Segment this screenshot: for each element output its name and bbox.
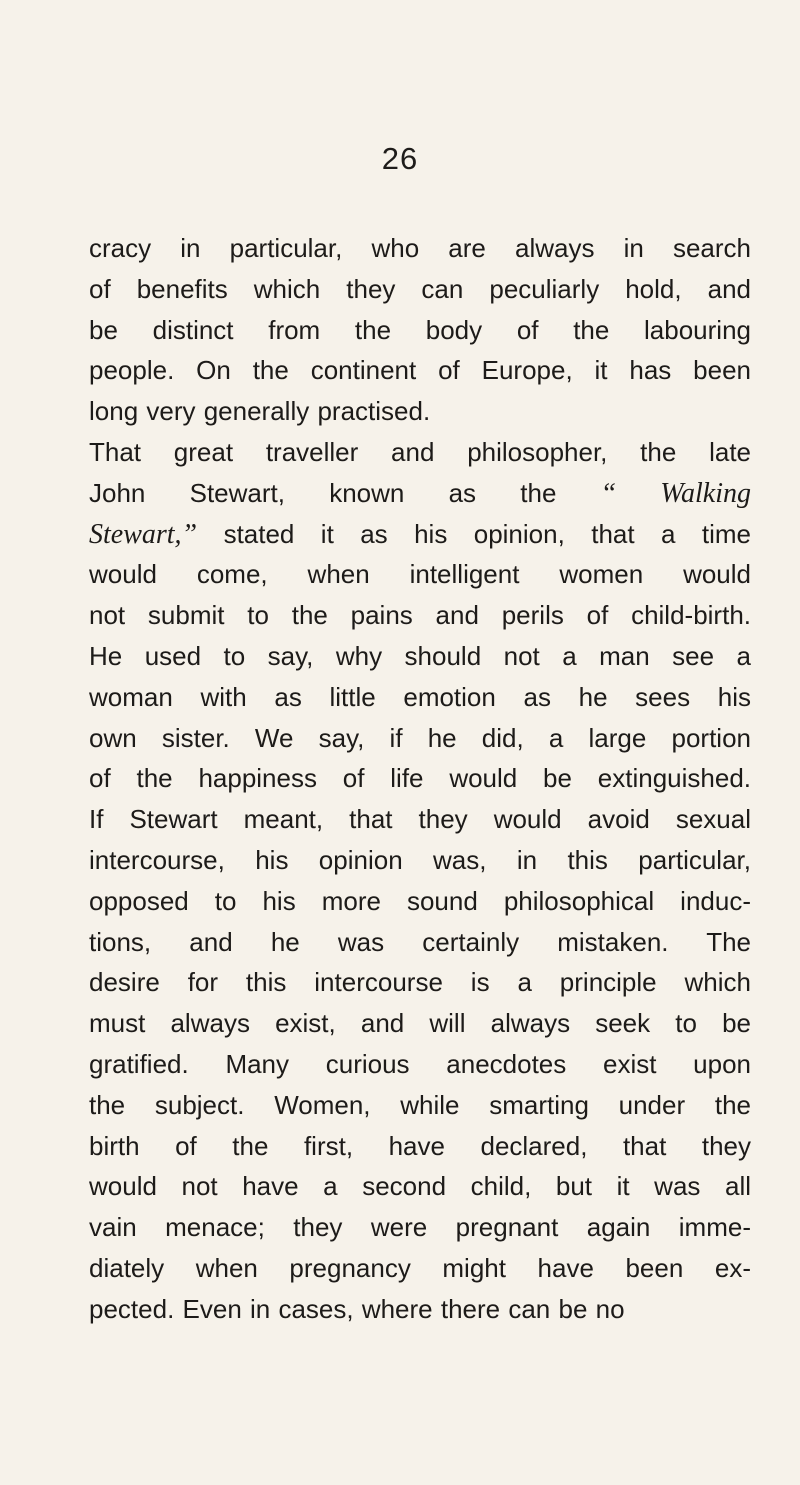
italic-nickname-part-2: Stewart,” bbox=[89, 518, 198, 550]
text-line: desire for this intercourse is a principle which bbox=[89, 967, 751, 998]
body-text bbox=[89, 228, 751, 1330]
text-line: own sister. We say, if he did, a large portion bbox=[89, 722, 751, 753]
text-line: diately when pregnancy might have been ex- bbox=[89, 1252, 751, 1283]
text-line-mixed bbox=[89, 473, 751, 514]
text-line: of benefits which they can peculiarly hold, and bbox=[89, 273, 751, 304]
text-line: intercourse, his opinion was, in this particular, bbox=[89, 844, 751, 875]
text-line: That great traveller and philosopher, the late bbox=[89, 436, 751, 467]
text-line: He used to say, why should not a man see a bbox=[89, 640, 751, 671]
text-line: the subject. Women, while smarting under the bbox=[89, 1089, 751, 1120]
text-line: woman with as little emotion as he sees his bbox=[89, 681, 751, 712]
text-line: cracy in particular, who are always in search bbox=[89, 233, 751, 263]
text-line: long very generally practised. bbox=[89, 396, 431, 427]
text-line: would come, when intelligent women would bbox=[89, 559, 751, 590]
text-line: gratified. Many curious anecdotes exist upon bbox=[89, 1048, 751, 1079]
text-line: opposed to his more sound philosophical induc- bbox=[89, 885, 751, 916]
text-line: not submit to the pains and perils of child-birth. bbox=[89, 600, 751, 631]
text-line: of the happiness of life would be extinguished. bbox=[89, 763, 751, 794]
text-line-mixed bbox=[89, 514, 751, 555]
italic-nickname-part-1: “ Walking bbox=[600, 477, 751, 509]
text-segment: stated it as his opinion, that a time bbox=[223, 518, 751, 549]
page-number: 26 bbox=[381, 141, 419, 176]
text-line: be distinct from the body of the labouring bbox=[89, 314, 751, 345]
text-segment: John Stewart, known as the bbox=[89, 477, 557, 508]
text-line: vain menace; they were pregnant again imme- bbox=[89, 1212, 751, 1243]
text-line: tions, and he was certainly mistaken. The bbox=[89, 926, 751, 957]
text-line: birth of the first, have declared, that they bbox=[89, 1130, 751, 1161]
text-line: would not have a second child, but it was all bbox=[89, 1171, 751, 1202]
text-line: If Stewart meant, that they would avoid sexual bbox=[89, 804, 751, 835]
text-line: people. On the continent of Europe, it has been bbox=[89, 355, 751, 386]
text-line: pected. Even in cases, where there can be no bbox=[89, 1293, 625, 1324]
text-line: must always exist, and will always seek to be bbox=[89, 1008, 751, 1039]
